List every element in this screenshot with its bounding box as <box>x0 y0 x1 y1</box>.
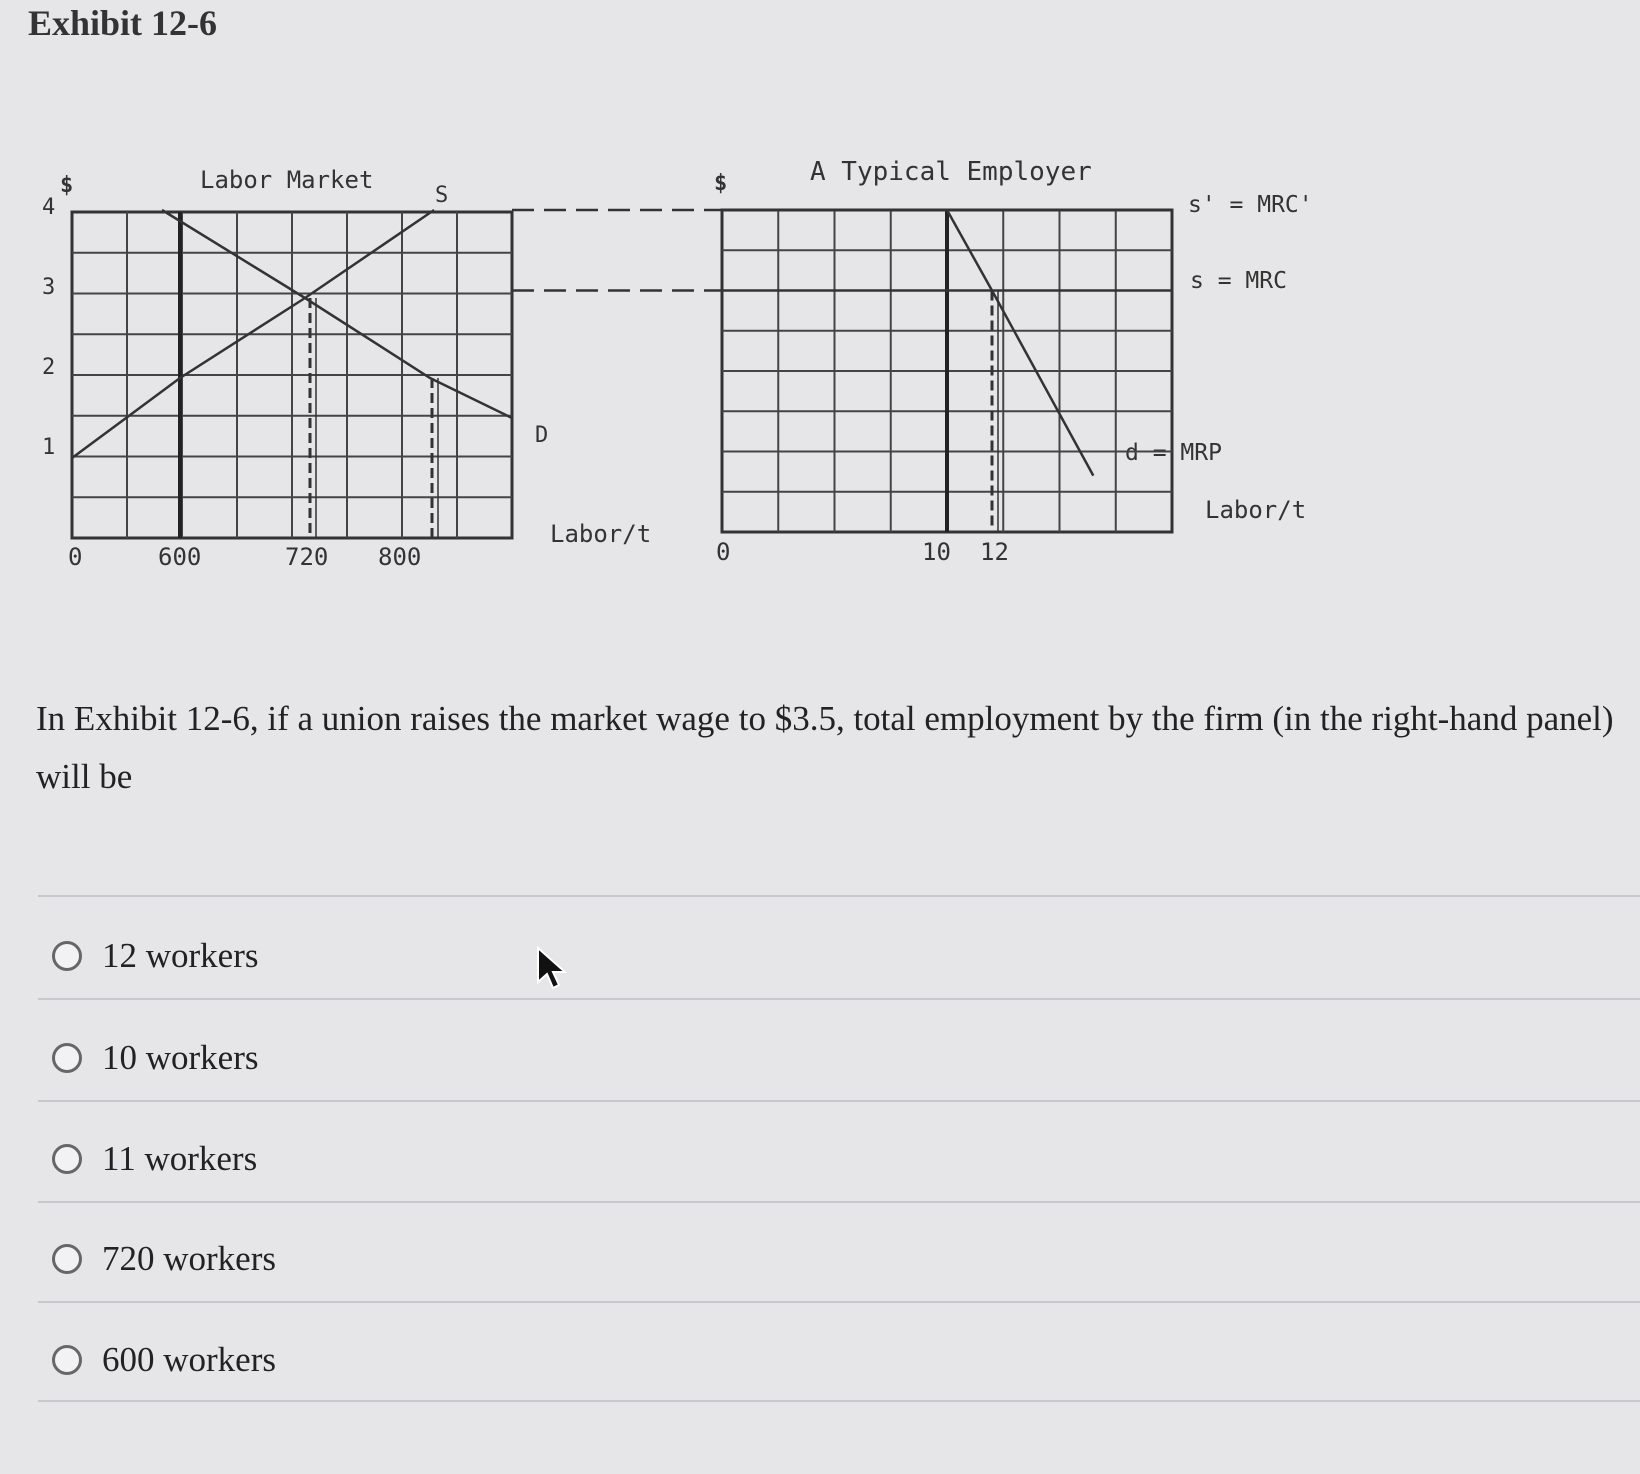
supply-label: S <box>435 183 449 208</box>
wage-guide-lines <box>512 210 722 291</box>
mouse-cursor-icon <box>536 946 570 992</box>
right-title: A Typical Employer <box>810 157 1092 187</box>
radio-button[interactable] <box>52 1144 82 1174</box>
divider <box>38 1100 1640 1102</box>
exhibit-chart <box>0 130 1640 590</box>
radio-button[interactable] <box>52 1345 82 1375</box>
right-grid <box>722 210 1172 532</box>
option-label: 11 workers <box>102 1139 258 1178</box>
divider <box>38 895 1640 897</box>
left-y-axis-label: $ <box>60 173 74 198</box>
x-tick-label: 0 <box>716 538 731 566</box>
divider <box>38 1201 1640 1203</box>
divider <box>38 1400 1640 1402</box>
left-x-axis-label: Labor/t <box>550 520 652 548</box>
divider <box>38 998 1640 1000</box>
left-grid <box>72 212 512 538</box>
x-tick-label: 10 <box>922 538 951 566</box>
mrc-label: s = MRC <box>1190 268 1287 294</box>
demand-label: D <box>535 423 549 448</box>
option-label: 10 workers <box>102 1038 259 1077</box>
option-600-workers[interactable] <box>52 1330 652 1390</box>
y-tick-label: 3 <box>42 275 56 300</box>
x-tick-label: 12 <box>980 538 1009 566</box>
radio-button[interactable] <box>52 1244 82 1274</box>
left-title: Labor Market <box>200 166 374 194</box>
option-label: 720 workers <box>102 1239 276 1278</box>
mrp-label: d = MRP <box>1125 440 1222 466</box>
exhibit-title: Exhibit 12-6 <box>28 3 218 43</box>
x-tick-label: 800 <box>378 543 422 571</box>
option-11-workers[interactable] <box>52 1129 652 1189</box>
x-tick-label: 0 <box>68 543 83 571</box>
option-720-workers[interactable] <box>52 1229 652 1289</box>
right-x-axis-label: Labor/t <box>1205 496 1307 524</box>
radio-button[interactable] <box>52 941 82 971</box>
option-label: 12 workers <box>102 936 259 975</box>
typical-employer-panel <box>714 157 1313 566</box>
y-tick-label: 2 <box>42 355 56 380</box>
x-tick-label: 600 <box>158 543 202 571</box>
right-y-axis-label: $ <box>714 171 728 196</box>
question-text: In Exhibit 12-6, if a union raises the market wage to $3.5, total employment by the firm (in the right-hand panel) will be <box>36 699 1614 796</box>
labor-market-panel <box>42 166 651 571</box>
mrc-prime-label: s' = MRC' <box>1188 192 1313 218</box>
divider <box>38 1301 1640 1303</box>
y-tick-label: 1 <box>42 435 56 460</box>
y-tick-label: 4 <box>42 195 56 220</box>
demand-curve <box>162 210 512 418</box>
radio-button[interactable] <box>52 1043 82 1073</box>
option-10-workers[interactable] <box>52 1028 652 1088</box>
x-tick-label: 720 <box>285 543 329 571</box>
option-label: 600 workers <box>102 1340 276 1379</box>
